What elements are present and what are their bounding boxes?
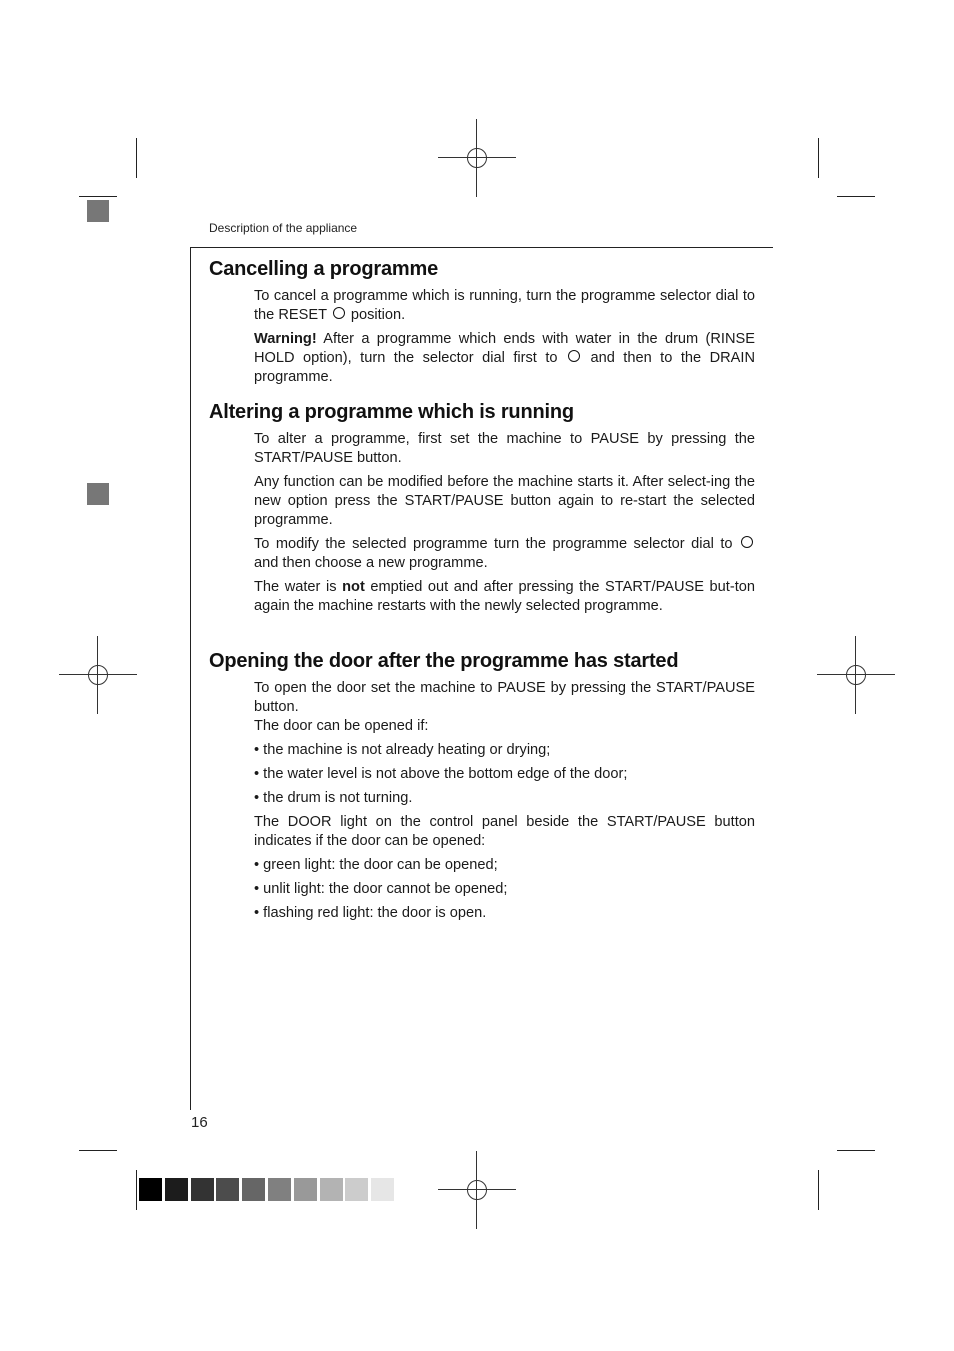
list-item: • flashing red light: the door is open.	[254, 905, 487, 921]
crop-mark	[837, 1150, 875, 1151]
color-swatch	[345, 1178, 368, 1201]
text: and then to the DRAIN programme.	[254, 350, 755, 385]
crop-mark	[818, 138, 819, 178]
thumb-index-square	[87, 200, 109, 222]
text: and then choose a new programme.	[254, 555, 488, 571]
list-item: • green light: the door can be opened;	[254, 857, 498, 873]
paragraph	[254, 287, 755, 325]
registration-mark-bottom	[438, 1151, 516, 1229]
text: After a programme which ends with water in the drum (RINSE HOLD option), turn the selector dial first to	[254, 331, 755, 366]
paragraph: To alter a programme, first set the machine to PAUSE by pressing the START/PAUSE button.	[254, 431, 755, 466]
section-cancelling	[209, 258, 755, 387]
thumb-index-square	[87, 483, 109, 505]
list-item: • the drum is not turning.	[254, 790, 413, 806]
paragraph: Any function can be modified before the machine starts it. After select-ing the new option press the START/PAUSE button again to re-start the selected programme.	[254, 474, 755, 528]
running-head: Description of the appliance	[209, 221, 358, 235]
section-title: Cancelling a programme	[209, 258, 438, 280]
page-content	[209, 258, 755, 937]
section-title: Opening the door after the programme has started	[209, 650, 679, 672]
warning-paragraph	[254, 330, 755, 387]
page-number: 16	[191, 1114, 208, 1131]
margin-rule	[190, 247, 191, 1110]
paragraph: To open the door set the machine to PAUSE by pressing the START/PAUSE button.	[254, 680, 755, 715]
color-swatch	[371, 1178, 394, 1201]
paragraph	[254, 578, 755, 616]
text: To cancel a programme which is running, turn the programme selector dial to the RESET	[254, 288, 755, 323]
list-item: • unlit light: the door cannot be opened;	[254, 881, 508, 897]
crop-mark	[136, 138, 137, 178]
color-swatch	[139, 1178, 162, 1201]
paragraph: The DOOR light on the control panel beside the START/PAUSE button indicates if the door can be opened:	[254, 814, 755, 849]
registration-mark-right	[817, 636, 895, 714]
color-swatch	[191, 1178, 214, 1201]
crop-mark	[79, 1150, 117, 1151]
circle-outline-icon	[333, 307, 345, 319]
section-title: Altering a programme which is running	[209, 401, 574, 423]
crop-mark	[837, 196, 875, 197]
section-opening-door	[209, 650, 755, 923]
crop-mark	[79, 196, 117, 197]
color-swatch	[320, 1178, 343, 1201]
warning-label: Warning!	[254, 331, 317, 347]
emphasis: not	[342, 579, 365, 595]
paragraph	[254, 535, 755, 573]
registration-mark-top	[438, 119, 516, 197]
header-rule	[190, 247, 773, 248]
color-swatch	[268, 1178, 291, 1201]
color-swatch	[165, 1178, 188, 1201]
circle-outline-icon	[741, 536, 753, 548]
list-item: • the water level is not above the bottom edge of the door;	[254, 766, 628, 782]
registration-mark-left	[59, 636, 137, 714]
section-altering	[209, 401, 755, 616]
list-item: • the machine is not already heating or drying;	[254, 742, 551, 758]
crop-mark	[136, 1170, 137, 1210]
text: The water is	[254, 579, 337, 595]
section-body	[254, 430, 755, 616]
circle-outline-icon	[568, 350, 580, 362]
crop-mark	[818, 1170, 819, 1210]
section-body	[254, 679, 755, 923]
print-color-bar	[139, 1178, 397, 1201]
text: position.	[350, 307, 406, 323]
color-swatch	[294, 1178, 317, 1201]
color-swatch	[242, 1178, 265, 1201]
text: emptied out and after pressing the START/PAUSE but-ton again the machine restarts with the newly selected programme.	[254, 579, 755, 614]
text: To modify the selected programme turn the programme selector dial to	[254, 536, 733, 552]
color-swatch	[216, 1178, 239, 1201]
section-body	[254, 287, 755, 387]
paragraph: The door can be opened if:	[254, 718, 429, 734]
